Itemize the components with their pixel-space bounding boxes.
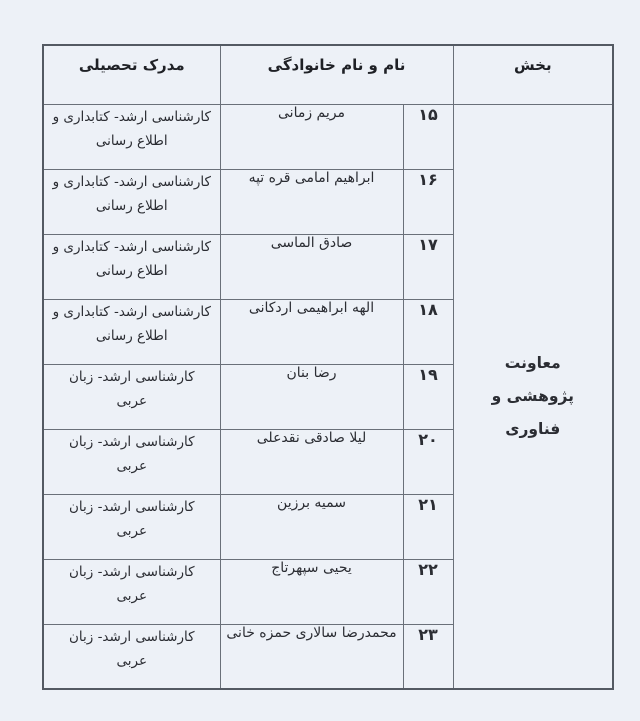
- name-cell: مریم زمانی: [220, 104, 403, 169]
- header-section: بخش: [453, 45, 613, 104]
- degree-cell: [43, 299, 220, 364]
- staff-table: [42, 44, 614, 690]
- degree-cell: [43, 169, 220, 234]
- degree-cell: [43, 624, 220, 689]
- degree-label: کارشناسی ارشد- زبان عربی: [68, 563, 195, 604]
- row-number-cell: ۲۰: [403, 429, 453, 494]
- name-cell: ابراهیم امامی قره تپه: [220, 169, 403, 234]
- name-cell: محمدرضا سالاری حمزه خانی: [220, 624, 403, 689]
- table-header-row: [43, 45, 613, 104]
- section-merged-cell: [453, 104, 613, 689]
- table-row: [43, 104, 613, 169]
- row-number-cell: ۱۷: [403, 234, 453, 299]
- degree-cell: [43, 364, 220, 429]
- section-label: معاونت پژوهشی و فناوری: [491, 353, 574, 438]
- degree-label: کارشناسی ارشد- کتابداری و اطلاع رسانی: [52, 303, 211, 344]
- name-cell: رضا بنان: [220, 364, 403, 429]
- degree-label: کارشناسی ارشد- زبان عربی: [68, 498, 195, 539]
- degree-cell: [43, 494, 220, 559]
- degree-cell: [43, 429, 220, 494]
- degree-cell: [43, 104, 220, 169]
- degree-label: کارشناسی ارشد- زبان عربی: [68, 433, 195, 474]
- header-degree: مدرک تحصیلی: [43, 45, 220, 104]
- row-number-cell: ۱۶: [403, 169, 453, 234]
- name-cell: صادق الماسی: [220, 234, 403, 299]
- degree-label: کارشناسی ارشد- زبان عربی: [68, 368, 195, 409]
- row-number-cell: ۱۸: [403, 299, 453, 364]
- name-cell: یحیی سپهرتاج: [220, 559, 403, 624]
- name-cell: سمیه برزین: [220, 494, 403, 559]
- row-number-cell: ۲۲: [403, 559, 453, 624]
- row-number-cell: ۱۹: [403, 364, 453, 429]
- degree-cell: [43, 559, 220, 624]
- degree-cell: [43, 234, 220, 299]
- degree-label: کارشناسی ارشد- کتابداری و اطلاع رسانی: [52, 108, 211, 149]
- degree-label: کارشناسی ارشد- زبان عربی: [68, 628, 195, 669]
- name-cell: لیلا صادقی نقدعلی: [220, 429, 403, 494]
- row-number-cell: ۲۳: [403, 624, 453, 689]
- header-name: نام و نام خانوادگی: [220, 45, 453, 104]
- row-number-cell: ۱۵: [403, 104, 453, 169]
- name-cell: الهه ابراهیمی اردکانی: [220, 299, 403, 364]
- degree-label: کارشناسی ارشد- کتابداری و اطلاع رسانی: [52, 173, 211, 214]
- row-number-cell: ۲۱: [403, 494, 453, 559]
- degree-label: کارشناسی ارشد- کتابداری و اطلاع رسانی: [52, 238, 211, 279]
